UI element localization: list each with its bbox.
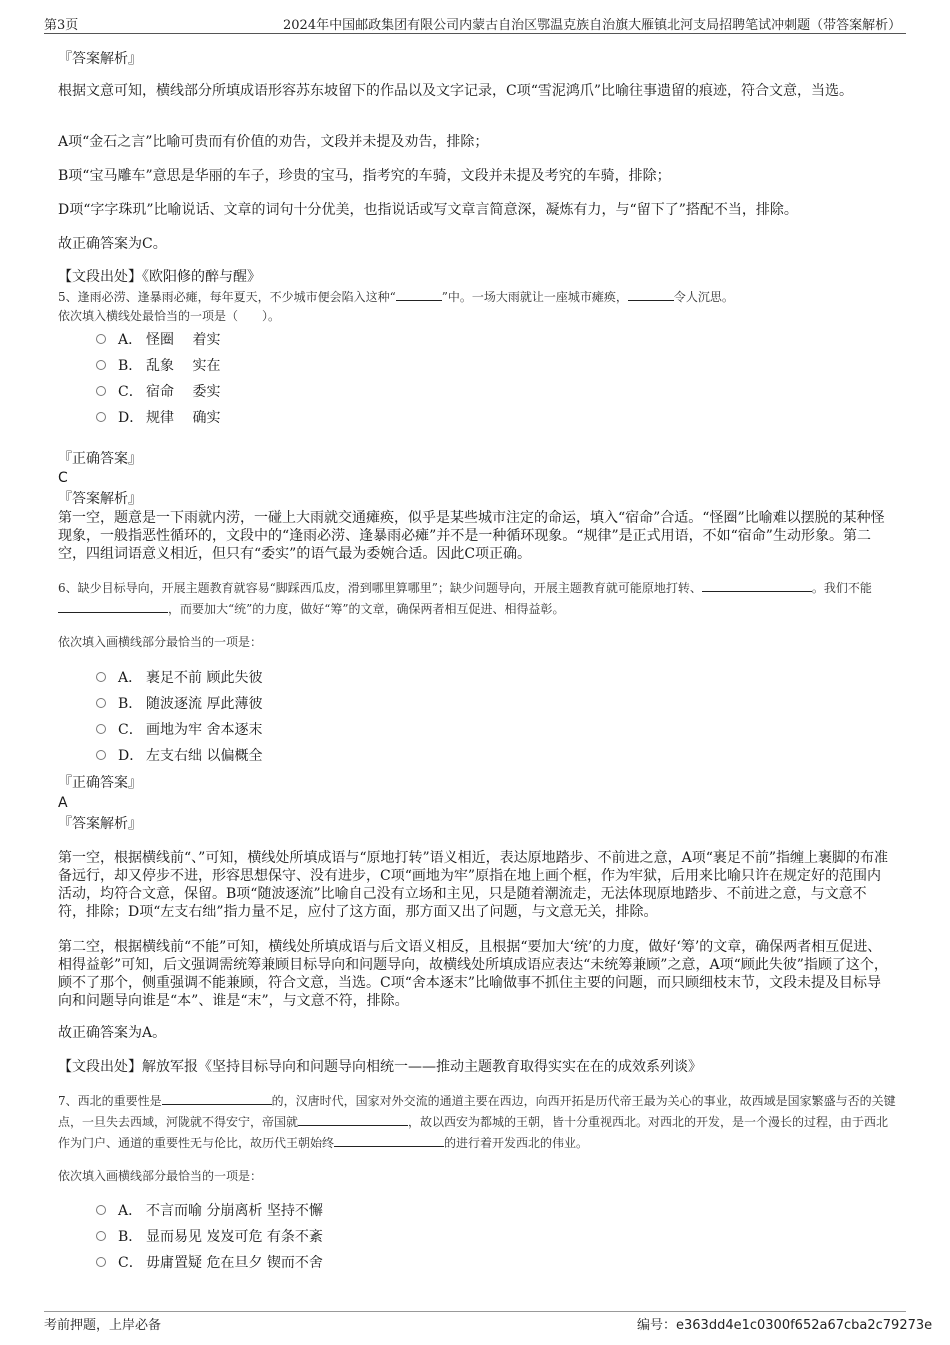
question-stem: 5、逢雨必涝、逢暴雨必瘫，每年夏天，不少城市便会陷入这种“ ”中。一场大雨就让一座城市瘫痪， 令人沉思。 (58, 290, 734, 304)
analysis-label: 『答案解析』 (58, 491, 142, 507)
analysis-conclusion: 故正确答案为A。 (58, 1025, 167, 1041)
fill-blank (58, 601, 168, 613)
analysis-paragraph: B项“宝马雕车”意思是华丽的车子，珍贵的宝马，指考究的车骑，文段并未提及考究的车骑，排除； (58, 168, 671, 184)
radio-icon[interactable] (96, 386, 106, 396)
question-prompt: 依次填入画横线部分最恰当的一项是： (58, 1169, 263, 1183)
analysis-paragraph: 第一空，题意是一下雨就内涝，一碰上大雨就交通瘫痪，似乎是某些城市注定的命运，填入“宿命”合适。“怪圈”比喻难以摆脱的某种怪现象，一般指恶性循环的，文段中的“逢雨必涝、逢暴雨必瘫”并不是一种循环现象。“规律”是正式用语，不如“宿命”生动形象。第二空，四组词语意义相近，但只有“委实”的语气最为委婉合适。因此C项正确。 (58, 510, 885, 562)
analysis-label: 『答案解析』 (58, 51, 142, 67)
answer-label: 『正确答案』 (58, 451, 142, 467)
analysis-paragraph: A项“金石之言”比喻可贵而有价值的劝告，文段并未提及劝告，排除； (58, 134, 489, 150)
correct-answer: C (58, 470, 68, 486)
page-number: 第3页 (44, 18, 79, 33)
fill-blank (162, 1093, 272, 1105)
question-stem: 6、缺少目标导向，开展主题教育就容易“脚踩西瓜皮，滑到哪里算哪里”；缺少问题导向，开展主题教育就可能原地打转、 。我们不能，而要加大“统”的力度，做好“筹”的文章，确保两者相互促进、相得益彰。 (58, 581, 872, 616)
fill-blank (298, 1114, 408, 1126)
option-d[interactable]: D． 左支右绌 以偏概全 (96, 747, 262, 765)
option-a[interactable]: A． 怪圈 着实 (96, 331, 220, 349)
analysis-paragraph: 第一空，根据横线前“、”可知，横线处所填成语与“原地打转”语义相近，表达原地踏步、不前进之意，A项“裹足不前”指缠上裹脚的布准备远行，却又停步不进，形容思想保守、没有进步，C项“画地为牢”原指在地上画个框，作为牢狱，后用来比喻只许在规定好的范围内活动，均符合文意，保留。B项“随波逐流”比喻自己没有立场和主见，只是随着潮流走，无法体现原地踏步、不前进之意，与文意不符，排除；D项“左支右绌”指力量不足，应付了这方面，那方面又出了问题，与文意无关，排除。 (58, 850, 889, 920)
fill-blank (396, 289, 442, 301)
footer-divider (44, 1311, 906, 1312)
header-divider (44, 33, 906, 34)
footer-slogan: 考前押题，上岸必备 (44, 1318, 162, 1333)
correct-answer: A (58, 795, 68, 811)
option-c[interactable]: C． 宿命 委实 (96, 383, 220, 401)
radio-icon[interactable] (96, 334, 106, 344)
option-a[interactable]: A． 不言而喻 分崩离析 坚持不懈 (96, 1202, 323, 1220)
analysis-conclusion: 故正确答案为C。 (58, 236, 167, 252)
analysis-paragraph: 第二空，根据横线前“不能”可知，横线处所填成语与后文语义相反，且根据“要加大‘统’的力度，做好‘筹’的文章，确保两者相互促进、相得益彰”可知，后文强调需统筹兼顾目标导向和问题导向，故横线处所填成语应表达“未统筹兼顾”之意，A项“顾此失彼”指顾了这个，顾不了那个，侧重强调不能兼顾，符合文意，当选。C项“舍本逐末”比喻做事不抓住主要的问题，而只顾细枝末节，文段未提及目标导向和问题导向谁是“本”、谁是“末”，与文意不符，排除。 (58, 939, 888, 1009)
radio-icon[interactable] (96, 1205, 106, 1215)
fill-blank (702, 580, 812, 592)
radio-icon[interactable] (96, 750, 106, 760)
question-stem: 7、西北的重要性是 的，汉唐时代，国家对外交流的通道主要在西边，向西开拓是历代帝王最为关心的事业，故西域是国家繁盛与否的关键点，一旦失去西域，河陇就不得安宁，帝国就 ，故以西安为都城的王朝，皆十分重视西北。对西北的开发，是一个漫长的过程，由于西北作为门户、通道的重要性无与伦比，故历代王朝始终 的进行着开发西北的伟业。 (58, 1094, 896, 1150)
radio-icon[interactable] (96, 724, 106, 734)
document-title: 2024年中国邮政集团有限公司内蒙古自治区鄂温克族自治旗大雁镇北河支局招聘笔试冲刺题（带答案解析） (283, 18, 902, 33)
radio-icon[interactable] (96, 672, 106, 682)
question-prompt: 依次填入横线处最恰当的一项是（ ）。 (58, 309, 281, 323)
option-a[interactable]: A． 裹足不前 顾此失彼 (96, 669, 262, 687)
fill-blank (628, 289, 674, 301)
document-code: 编号：e363dd4e1c0300f652a67cba2c79273e (637, 1318, 933, 1333)
question-prompt: 依次填入画横线部分最恰当的一项是： (58, 635, 263, 649)
source-citation: 【文段出处】解放军报《坚持目标导向和问题导向相统一——推动主题教育取得实实在在的成效系列谈》 (58, 1059, 702, 1075)
option-b[interactable]: B． 乱象 实在 (96, 357, 220, 375)
analysis-paragraph: D项“字字珠玑”比喻说话、文章的词句十分优美，也指说话或写文章言简意深，凝炼有力，与“留下了”搭配不当，排除。 (58, 202, 798, 218)
option-c[interactable]: C． 毋庸置疑 危在旦夕 锲而不舍 (96, 1254, 323, 1272)
analysis-label: 『答案解析』 (58, 816, 142, 832)
analysis-paragraph: 根据文意可知，横线部分所填成语形容苏东坡留下的作品以及文字记录，C项“雪泥鸿爪”比喻往事遗留的痕迹，符合文意，当选。 (58, 83, 854, 99)
radio-icon[interactable] (96, 360, 106, 370)
option-b[interactable]: B． 随波逐流 厚此薄彼 (96, 695, 262, 713)
radio-icon[interactable] (96, 698, 106, 708)
radio-icon[interactable] (96, 412, 106, 422)
source-citation: 【文段出处】《欧阳修的醉与醒》 (58, 269, 261, 285)
fill-blank (334, 1135, 444, 1147)
radio-icon[interactable] (96, 1231, 106, 1241)
option-d[interactable]: D． 规律 确实 (96, 409, 220, 427)
answer-label: 『正确答案』 (58, 775, 142, 791)
option-b[interactable]: B． 显而易见 岌岌可危 有条不紊 (96, 1228, 323, 1246)
option-c[interactable]: C． 画地为牢 舍本逐末 (96, 721, 262, 739)
radio-icon[interactable] (96, 1257, 106, 1267)
